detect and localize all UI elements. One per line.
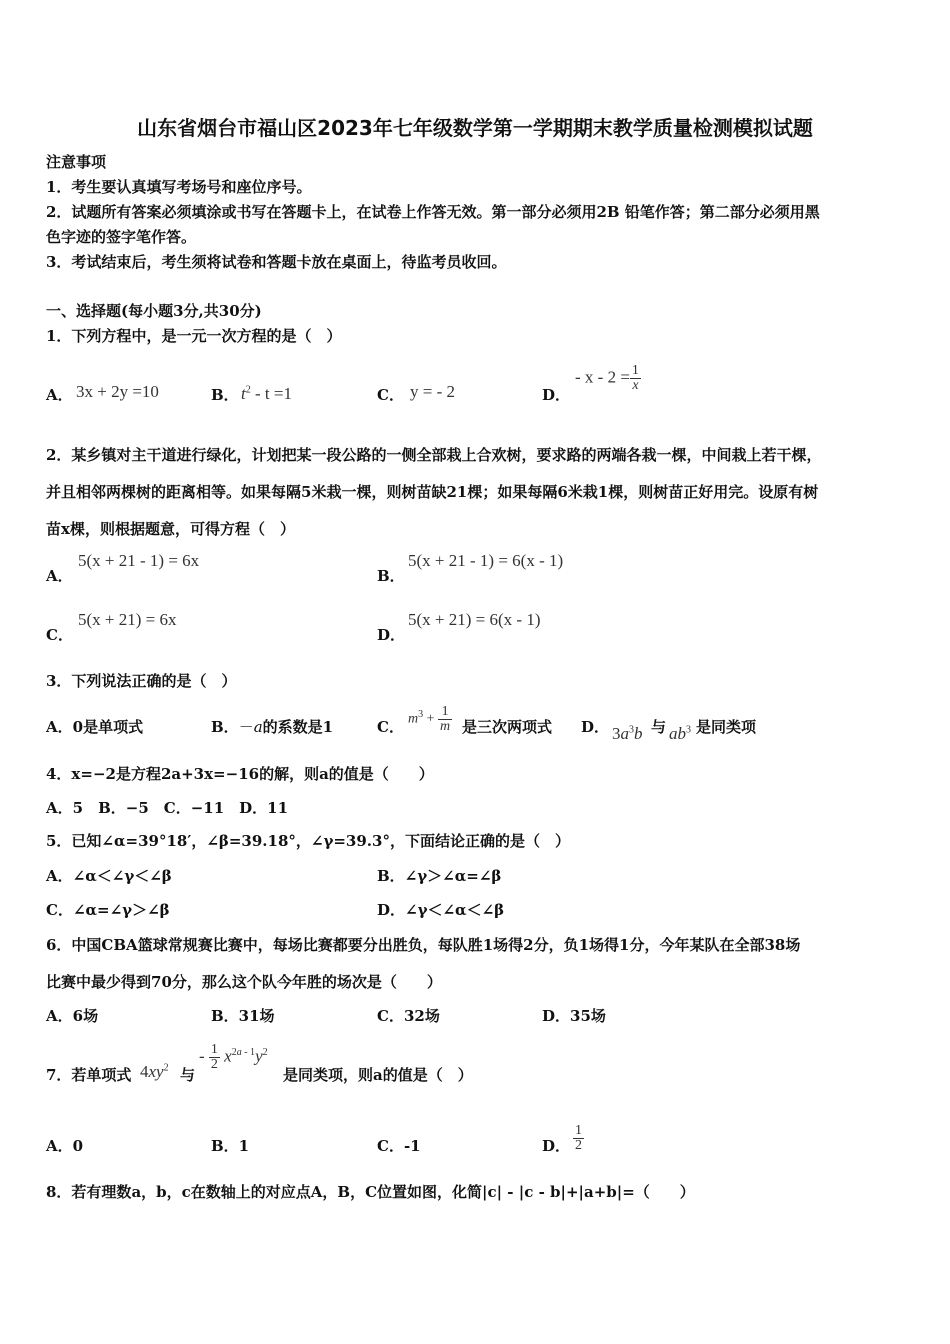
q5-option-d: D．∠γ＜∠α＜∠β — [377, 901, 505, 919]
q3-option-d-label: D． — [581, 718, 610, 736]
q2-line-3: 苗x棵，则根据题意，可得方程（ ） — [46, 520, 295, 538]
q3-option-b: B．－a的系数是1 — [211, 718, 334, 736]
q7-stem-post: 是同类项，则a的值是（ ） — [283, 1066, 473, 1084]
q7-option-d-expr — [573, 1124, 584, 1153]
q5-stem: 5．已知∠α=39°18′，∠β=39.18°，∠γ=39.3°，下面结论正确的是（ ） — [46, 832, 570, 850]
q7-stem-and: 与 — [180, 1066, 196, 1084]
q2-line-2: 并且相邻两棵树的距离相等。如果每隔5米栽一棵，则树苗缺21棵；如果每隔6米栽1棵，则树苗正好用完。设原有树 — [46, 483, 819, 501]
fraction-1-over-2: $\frac{1}{2}$ — [210, 1042, 218, 1072]
q3-option-b-text: 的系数是1 — [262, 718, 334, 736]
q5-option-c: C．∠α=∠γ＞∠β — [46, 901, 170, 919]
page-title: 山东省烟台市福山区2023年七年级数学第一学期期末教学质量检测模拟试题 — [137, 116, 813, 140]
q2-option-d-expr: 5(x + 21) = 6(x - 1) — [408, 610, 541, 629]
section-heading: 一、选择题(每小题3分,共30分) — [46, 302, 262, 320]
q1-option-c-expr: y = - 2 — [410, 382, 455, 401]
q7-option-d-label: D． — [542, 1137, 571, 1155]
q2-option-c-label: C． — [46, 626, 73, 644]
notice-item-2: 2．试题所有答案必须填涂或书写在答题卡上，在试卷上作答无效。第一部分必须用2B 铅笔作答；第二部分必须用黑 — [46, 203, 820, 221]
q3-option-b-label: B． — [211, 718, 239, 736]
q3-option-c-label: C． — [377, 718, 404, 736]
q6-option-d: D．35场 — [542, 1007, 606, 1025]
fraction-1-over-m: $\frac{1}{m}$ — [440, 704, 451, 734]
q4-options: A．5 B．−5 C．−11 D．11 — [46, 799, 289, 817]
q1-option-b-label: B． — [211, 386, 239, 404]
q8-stem: 8．若有理数a，b，c在数轴上的对应点A，B，C位置如图，化简|c| - |c - b|+|a+b|=（ ） — [46, 1183, 695, 1201]
fraction-1-over-x: $\frac{1}{x}$ — [631, 363, 639, 393]
q3-option-a: A．0是单项式 — [46, 718, 144, 736]
q5-option-b: B．∠γ＞∠α=∠β — [377, 867, 502, 885]
q7-option-c: C．-1 — [377, 1137, 421, 1155]
q3-option-c-text: 是三次两项式 — [462, 718, 553, 736]
q1-option-d-label: D． — [542, 386, 571, 404]
q6-option-c: C．32场 — [377, 1007, 440, 1025]
q2-option-b-label: B． — [377, 567, 405, 585]
q4-stem: 4．x=−2是方程2a+3x=−16的解，则a的值是（ ） — [46, 765, 434, 783]
notice-heading: 注意事项 — [46, 153, 107, 171]
q6-line-1: 6．中国CBA篮球常规赛比赛中，每场比赛都要分出胜负，每队胜1场得2分，负1场得1分，今年某队在全部38场 — [46, 936, 801, 954]
fraction-1-over-2-d: $\frac{1}{2}$ — [575, 1123, 582, 1153]
notice-item-3: 3．考试结束后，考生须将试卷和答题卡放在桌面上，待监考员收回。 — [46, 253, 507, 271]
q3-option-d-expr2: $ab^3$ — [669, 724, 691, 743]
q3-option-d-expr1: $3a^3b$ — [612, 724, 643, 743]
q6-option-b: B．31场 — [211, 1007, 275, 1025]
q2-option-a-label: A． — [46, 567, 73, 585]
q2-option-c-expr: 5(x + 21) = 6x — [78, 610, 177, 629]
q3-option-c-expr: $m^3$ + $\frac{1}{m}$ — [408, 704, 451, 734]
q3-stem: 3．下列说法正确的是（ ） — [46, 672, 237, 690]
q1-option-b-expr-rest: - t =1 — [250, 384, 292, 403]
notice-item-2-cont: 色字迹的签字笔作答。 — [46, 228, 197, 246]
q2-option-b-expr: 5(x + 21 - 1) = 6(x - 1) — [408, 551, 564, 570]
q1-option-a-expr: 3x + 2y =10 — [76, 382, 159, 401]
q7-stem-pre: 7．若单项式 — [46, 1066, 132, 1084]
q6-line-2: 比赛中最少得到70分，那么这个队今年胜的场次是（ ） — [46, 973, 442, 991]
q3-option-d-and: 与 — [651, 718, 667, 736]
q1-option-a-label: A． — [46, 386, 73, 404]
q5-option-a: A．∠α＜∠γ＜∠β — [46, 867, 172, 885]
q2-option-d-label: D． — [377, 626, 406, 644]
q1-option-c-label: C． — [377, 386, 404, 404]
q1-stem: 1．下列方程中，是一元一次方程的是（ ） — [46, 327, 342, 345]
q7-option-b: B．1 — [211, 1137, 250, 1155]
q3-option-d-text: 是同类项 — [696, 718, 757, 736]
q1-option-d-expr-left: - x - 2 = — [575, 367, 630, 387]
q7-monomial-1: $4xy^2$ — [140, 1062, 169, 1081]
q6-option-a: A．6场 — [46, 1007, 99, 1025]
q7-option-a: A．0 — [46, 1137, 84, 1155]
q1-option-d-expr — [575, 364, 641, 393]
notice-item-1: 1．考生要认真填写考场号和座位序号。 — [46, 178, 312, 196]
q2-option-a-expr: 5(x + 21 - 1) = 6x — [78, 551, 200, 570]
q7-monomial-2: - $\frac{1}{2}$ $x^{2a - 1}y^2$ — [199, 1042, 268, 1072]
q1-option-b-expr: $t^2 - t =1$ — [241, 384, 292, 403]
q2-line-1: 2．某乡镇对主干道进行绿化，计划把某一段公路的一侧全部栽上合欢树，要求路的两端各栽一棵，中间栽上若干棵， — [46, 446, 822, 464]
